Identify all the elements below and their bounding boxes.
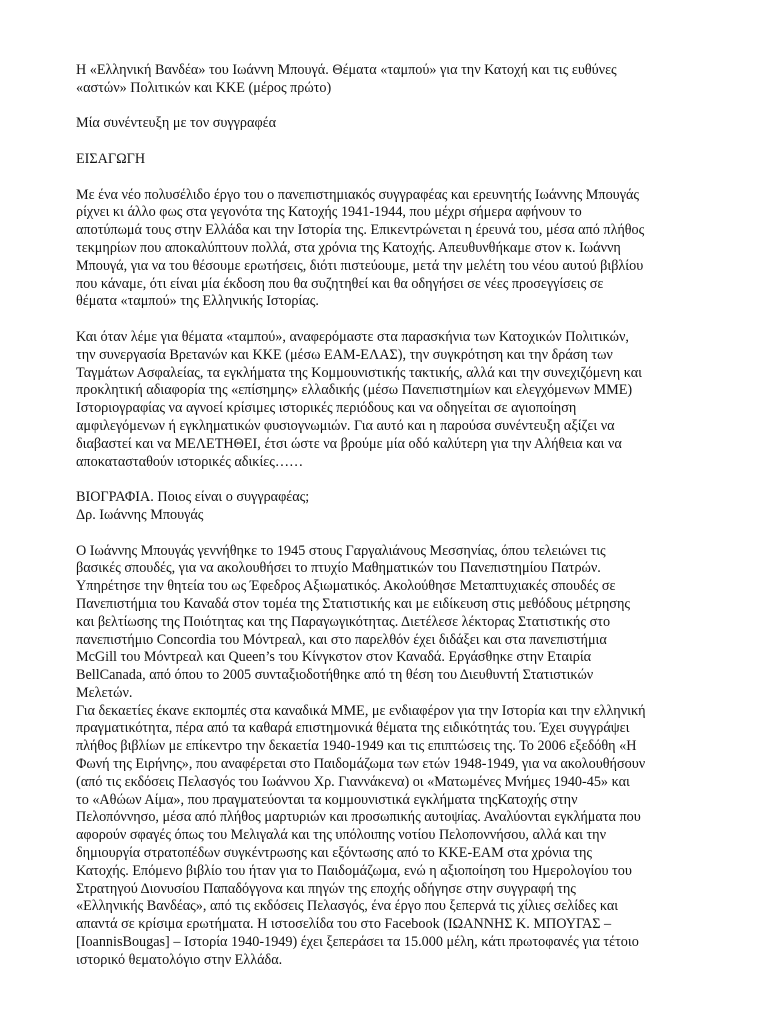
article-title-line: Η «Ελληνική Βανδέα» του Ιωάννη Μπουγά. Θέματα «ταμπού» για την Κατοχή και τις ευθύνες	[76, 62, 617, 78]
text-line: Στρατηγού Διονυσίου Παπαδόγγονα και πηγών της εποχής οδήγησε στην συγγραφή της	[76, 880, 576, 897]
text-line: Ιστοριογραφίας να αγνοεί κρίσιμες ιστορικές περιόδους και να οδηγείται σε αγιοποίηση	[76, 400, 577, 417]
document-page	[76, 62, 696, 970]
text-line: Με ένα νέο πολυσέλιδο έργο του ο πανεπιστημιακός συγγραφέας και ερευνητής Ιωάννης Μπουγάς	[76, 186, 640, 203]
text-line: Πελοπόννησο, μέσα από πλήθος μαρτυριών και προσωπικής αυτοψίας. Αναλύονται εγκλήματα που	[76, 809, 641, 826]
text-line: Ο Ιωάννης Μπουγάς γεννήθηκε το 1945 στους Γαργαλιάνους Μεσσηνίας, όπου τελειώνει τις	[76, 542, 606, 559]
text-line: Για δεκαετίες έκανε εκπομπές στα καναδικά ΜΜΕ, με ενδιαφέρον για την Ιστορία και την ελληνική	[76, 702, 646, 719]
text-line: αποτύπωμά τους στην Ελλάδα και την Ιστορία της. Επικεντρώνεται η έρευνά του, μέσα από πλήθος	[76, 222, 645, 239]
text-line: «Ελληνικής Βανδέας», από τις εκδόσεις Πελασγός, ένα έργο που ξεπερνά τις χίλιες σελίδες και	[76, 898, 619, 915]
text-line: Μπουγά, για να του θέσουμε ερωτήσεις, διότι πιστεύουμε, μετά την μελέτη του νέου αυτού βιβλίου	[76, 257, 644, 274]
text-line: πανεπιστήμιο Concordia του Μόντρεαλ, και στο παρελθόν έχει διδάξει και στα πανεπιστήμια	[76, 631, 607, 648]
bio-heading: ΒΙΟΓΡΑΦΙΑ. Ποιος είναι ο συγγραφέας;	[76, 489, 310, 506]
text-line: βασικές σπουδές, για να ακολουθήσει το πτυχίο Μαθηματικών του Πανεπιστημίου Πατρών.	[76, 560, 601, 577]
text-line: προκλητική αδιαφορία της «επίσημης» ελλαδικής (μέσω Πανεπιστημίων και ελεγχόμενων ΜΜΕ)	[76, 382, 633, 399]
text-line: McGill του Μόντρεαλ και Queen’s του Κίνγκστον στον Καναδά. Εργάσθηκε στην Εταιρία	[76, 649, 592, 666]
text-line: Κατοχής. Επόμενο βιβλίο του ήταν για το Παιδομάζωμα, ενώ η αξιοποίηση του Ημερολογίου του	[76, 862, 632, 879]
text-line: Και όταν λέμε για θέματα «ταμπού», αναφερόμαστε στα παρασκήνια των Κατοχικών Πολιτικών,	[76, 328, 629, 345]
text-line: Φωνή της Ειρήνης», που αναφέρεται στο Παιδομάζωμα των ετών 1948-1949, για να ακολουθήσουν	[76, 756, 646, 773]
intro-paragraph-2	[76, 329, 696, 471]
text-line: BellCanada, από όπου το 2005 συνταξιοδοτήθηκε από τη θέση του Διευθυντή Στατιστικών	[76, 667, 594, 684]
text-line: το «Αθώων Αίμα», που πραγματεύονται τα κομμουνιστικά εγκλήματα τηςΚατοχής στην	[76, 791, 578, 808]
bio-paragraph-1	[76, 543, 696, 703]
text-line: θέματα «ταμπού» της Ελληνικής Ιστορίας.	[76, 293, 319, 310]
text-line: και βελτίωσης της Ποιότητας και της Παραγωγικότητας. Διετέλεσε λέκτορας Στατιστικής στο	[76, 613, 611, 630]
text-line: δημιουργία στρατοπέδων συγκέντρωσης και εξόντωσης από το ΚΚΕ-ΕΑΜ στα χρόνια της	[76, 845, 593, 862]
text-line: Πανεπιστήμια του Καναδά στον τομέα της Στατιστικής και με ειδίκευση στις μεθόδους μέτρησης	[76, 595, 630, 612]
text-line: αφορούν σφαγές όπως του Μελιγαλά και της υπόλοιπης νοτίου Πελοποννήσου, αλλά και την	[76, 827, 607, 844]
bio-block	[76, 489, 696, 525]
section-heading-intro: ΕΙΣΑΓΩΓΗ	[76, 150, 146, 167]
article-title-line: «αστών» Πολιτικών και ΚΚΕ (μέρος πρώτο)	[76, 79, 332, 96]
text-line: ιστορικό θεματολόγιο στην Ελλάδα.	[76, 951, 283, 968]
intro-paragraph-1	[76, 187, 696, 312]
text-line: που κάναμε, ότι είναι μία έκδοση που θα συζητηθεί και θα οδηγήσει σε νέες προσεγγίσεις σε	[76, 275, 604, 292]
text-line: την συνεργασία Βρετανών και ΚΚΕ (μέσω ΕΑΜ-ΕΛΑΣ), την συγκρότηση και την δράση των	[76, 346, 613, 363]
text-line: πραγματικότητα, πέρα από τα καθαρά επιστημονικά θέματα της ειδικότητάς του. Έχει συγγράψει	[76, 720, 630, 737]
text-line: Ταγμάτων Ασφαλείας, τα εγκλήματα της Κομμουνιστικής τακτικής, αλλά και την συνεχιζόμενη και	[76, 364, 642, 381]
text-line: αποκατασταθούν ιστορικές αδικίες……	[76, 453, 304, 470]
bio-paragraph-2	[76, 703, 696, 970]
article-subtitle: Μία συνέντευξη με τον συγγραφέα	[76, 115, 277, 132]
text-line: πλήθος βιβλίων με επίκεντρο την δεκαετία 1940-1949 και τις επιπτώσεις της. Το 2006 εξεδόθη «Η	[76, 738, 637, 755]
text-line: αμφιλεγόμενων ή εγκληματικών φυσιογνωμιών. Για αυτό και η παρούσα συνέντευξη αξίζει να	[76, 417, 615, 434]
text-line: Υπηρέτησε την θητεία του ως Έφεδρος Αξιωματικός. Ακολούθησε Μεταπτυχιακές σπουδές σε	[76, 578, 616, 595]
text-line: τεκμηρίων που αποκαλύπτουν πολλά, στα χρόνια της Κατοχής. Απευθυνθήκαμε στον κ. Ιωάννη	[76, 239, 621, 256]
bio-author-name: Δρ. Ιωάννης Μπουγάς	[76, 506, 204, 523]
text-line: Μελετών.	[76, 684, 133, 701]
text-line: διαβαστεί και να ΜΕΛΕΤΗΘΕΙ, έτσι ώστε να βρούμε μία οδό καλύτερη για την Αλήθεια και να	[76, 435, 622, 452]
text-line: απαντά σε κρίσιμα ερωτήματα. Η ιστοσελίδα του στο Facebook (ΙΩΑΝΝΗΣ Κ. ΜΠΟΥΓΑΣ –	[76, 916, 612, 933]
text-line: (από τις εκδόσεις Πελασγός του Ιωάννου Χρ. Γιαννάκενα) οι «Ματωμένες Μνήμες 1940-45» και	[76, 773, 630, 790]
article-title	[76, 62, 696, 98]
text-line: ρίχνει κι άλλο φως στα γεγονότα της Κατοχής 1941-1944, που μέχρι σήμερα αφήνουν το	[76, 204, 582, 221]
text-line: [IoannisBougas] – Ιστορία 1940-1949) έχει ξεπεράσει τα 15.000 μέλη, κάτι πρωτοφανές για τέτοιο	[76, 934, 639, 951]
